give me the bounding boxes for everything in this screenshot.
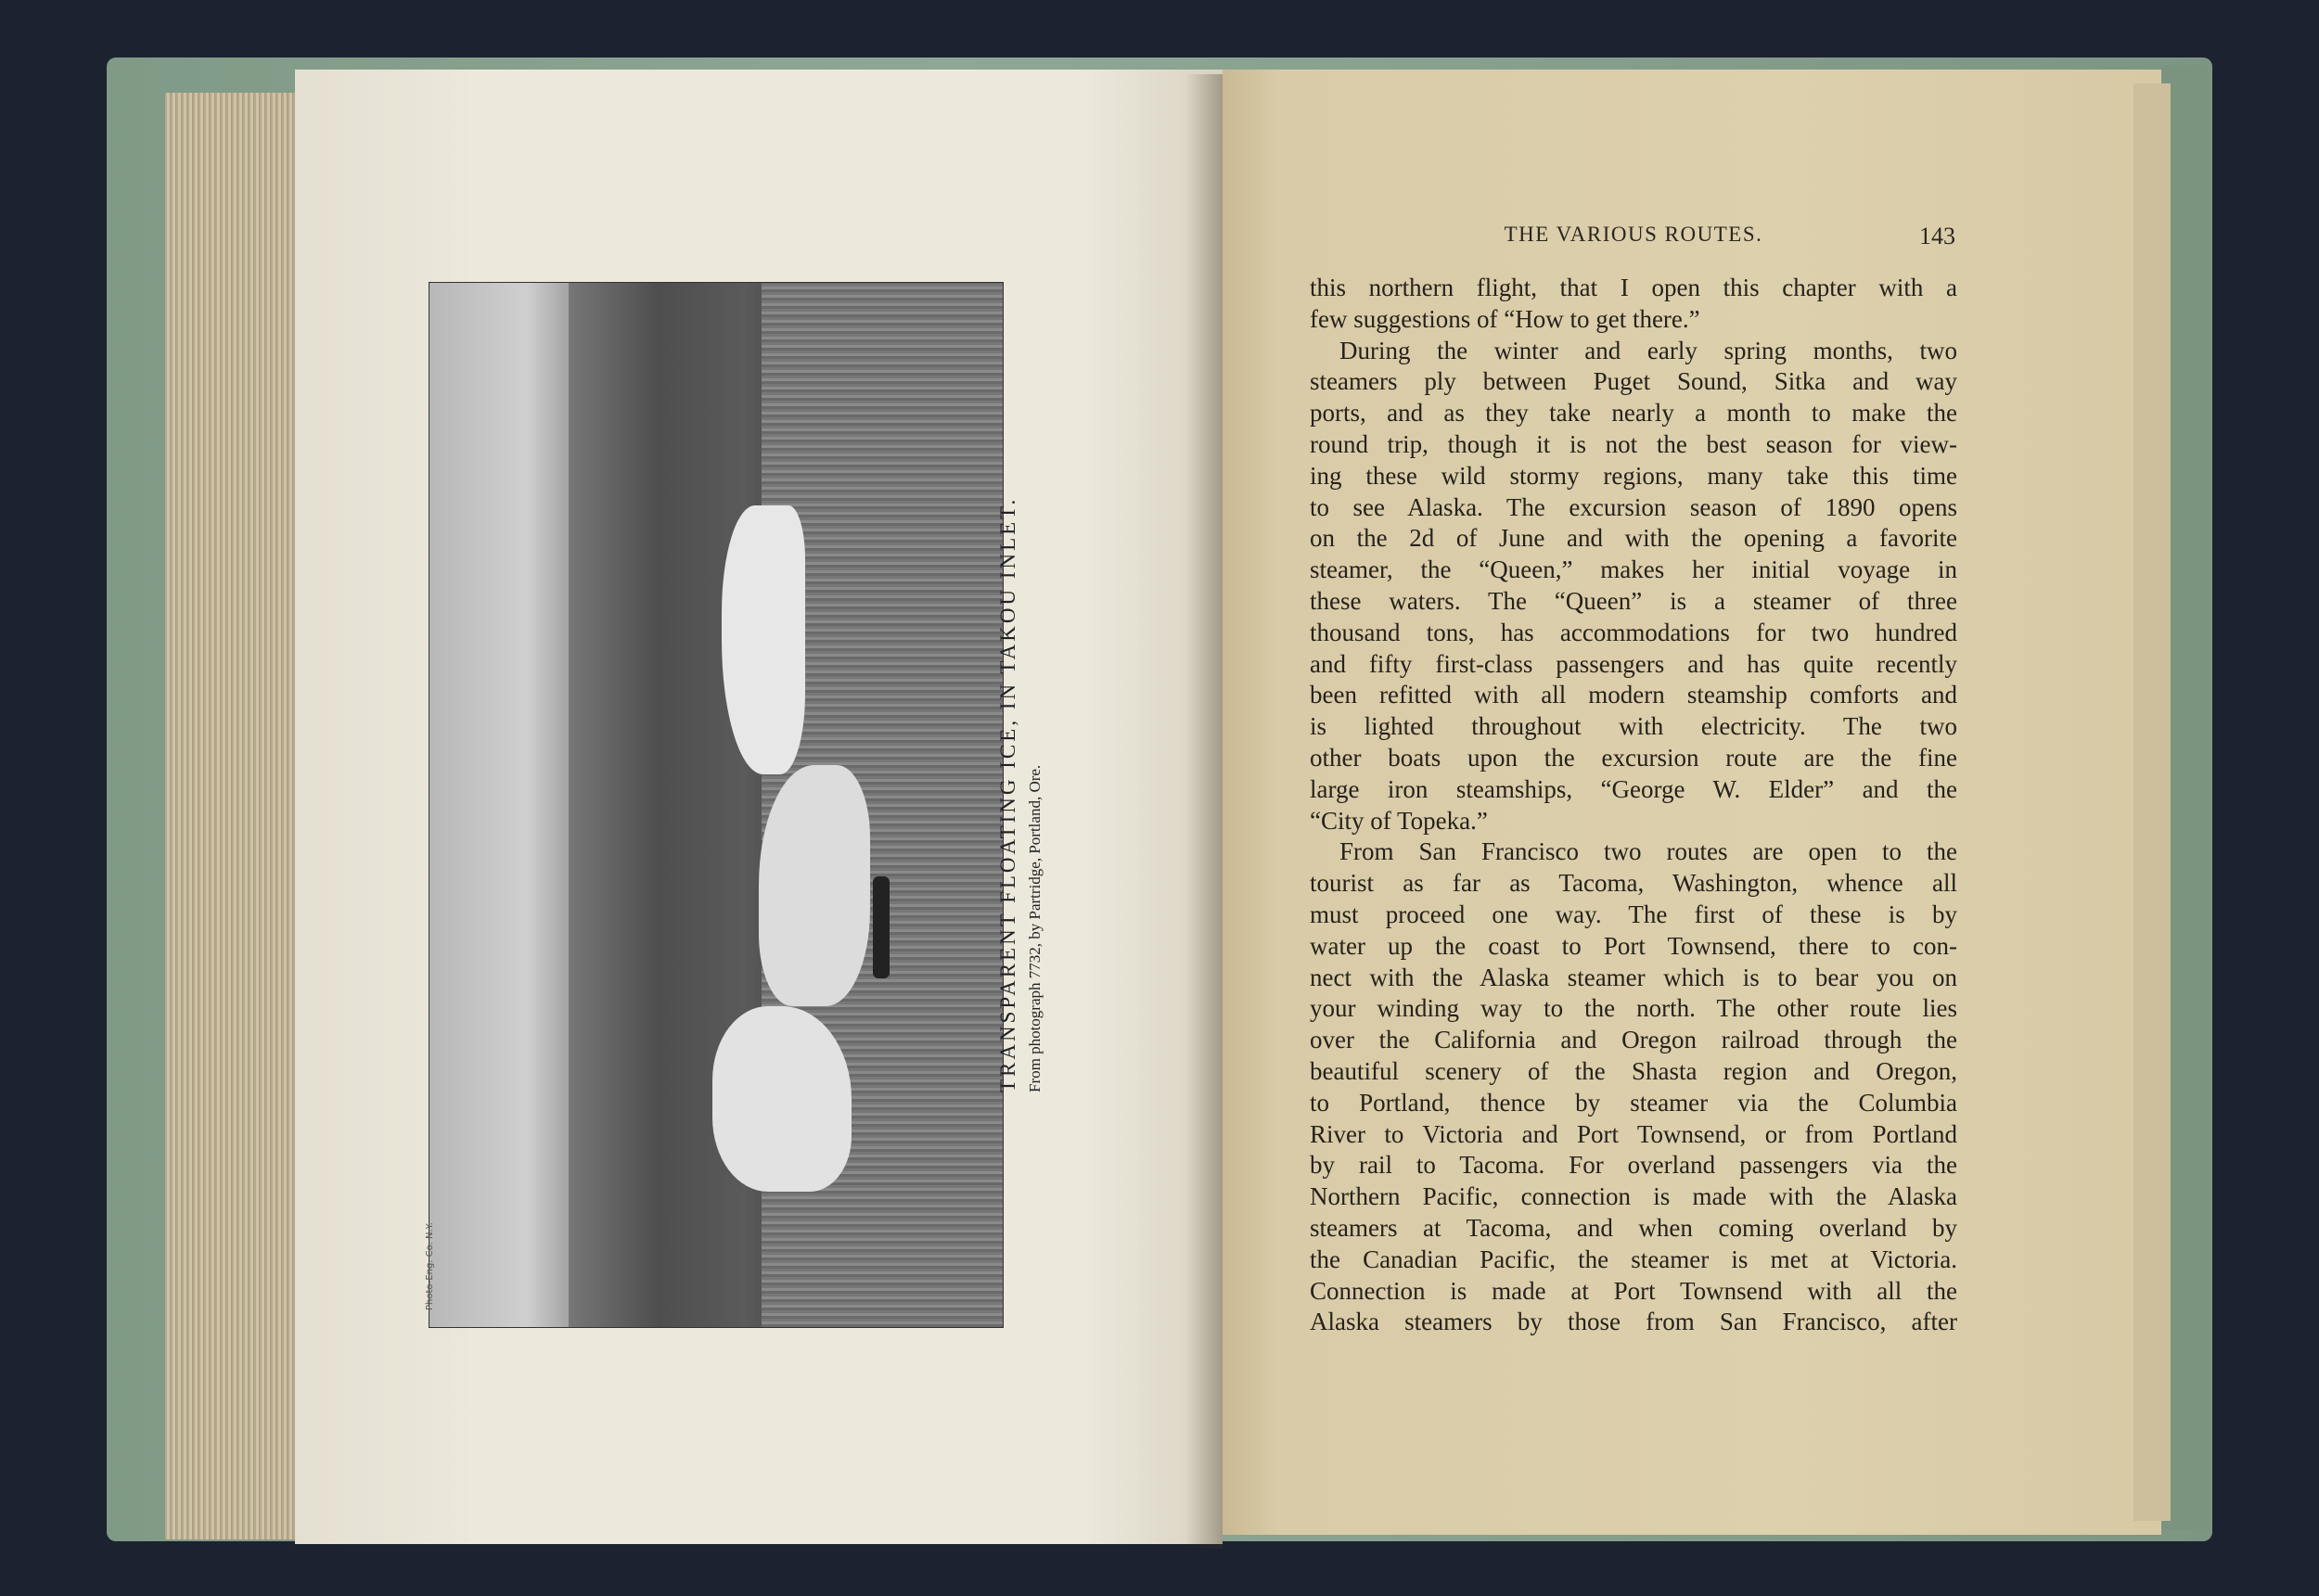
plate-ice [712,1006,852,1192]
text-line: ports, and as they take nearly a month to make the [1310,399,1957,428]
plate-caption [996,497,1044,1092]
text-line: From San Francisco two routes are open to the [1339,837,1957,866]
text-line: few suggestions of “How to get there.” [1310,304,1700,333]
text-line: beautiful scenery of the Shasta region and Oregon, [1310,1056,1957,1085]
text-line: is lighted throughout with electricity. The two [1310,712,1957,741]
page-body-text [1310,273,1957,1338]
text-line: thousand tons, has accommodations for two hundred [1310,618,1957,646]
text-line: large iron steamships, “George W. Elder” and the [1310,774,1957,803]
text-line: Connection is made at Port Townsend with all the [1310,1276,1957,1305]
text-line: to Portland, thence by steamer via the Columbia [1310,1088,1957,1117]
text-line: been refitted with all modern steamship comforts and [1310,681,1957,709]
text-line: on the 2d of June and with the opening a favorite [1310,524,1957,553]
text-line: River to Victoria and Port Townsend, or from Portland [1310,1119,1957,1148]
running-head: THE VARIOUS ROUTES. [1504,223,1763,246]
text-line: by rail to Tacoma. For overland passengers via the [1310,1151,1957,1180]
text-line: other boats upon the excursion route are the fine [1310,743,1957,772]
text-line: steamers ply between Puget Sound, Sitka and way [1310,367,1957,396]
plate-ice [759,765,870,1006]
text-line: to see Alaska. The excursion season of 1890 opens [1310,492,1957,521]
text-line: nect with the Alaska steamer which is to bear you on [1310,963,1957,991]
plate-ice [722,505,805,774]
text-line: “City of Topeka.” [1310,806,1488,835]
text-line: tourist as far as Tacoma, Washington, whence all [1310,869,1957,898]
text-line: ing these wild stormy regions, many take this time [1310,461,1957,490]
text-line: your winding way to the north. The other route lies [1310,994,1957,1023]
page-stack-edge [165,93,295,1539]
text-line: steamers at Tacoma, and when coming overland by [1310,1213,1957,1242]
text-line: and fifty first-class passengers and has quite recently [1310,649,1957,678]
text-line: must proceed one way. The first of these is by [1310,900,1957,928]
text-line: water up the coast to Port Townsend, there to con- [1310,931,1957,960]
book-gutter [1185,74,1223,1549]
plate-engraver-credit: Photo-Eng. Co. N.Y. [425,1222,435,1310]
text-line: steamer, the “Queen,” makes her initial voyage in [1310,555,1957,584]
text-line: these waters. The “Queen” is a steamer of three [1310,586,1957,615]
right-page-edge [2133,83,2171,1521]
text-line: Northern Pacific, connection is made with the Alaska [1310,1182,1957,1211]
plate-caption-title: TRANSPARENT FLOATING ICE, IN TAKOU INLET. [996,496,1019,1092]
plate-caption-credit: From photograph 7732, by Partridge, Portland, Ore. [1026,764,1044,1092]
text-line: over the California and Oregon railroad through the [1310,1026,1957,1054]
text-line: this northern flight, that I open this chapter with a [1310,274,1957,301]
plate-boat [873,876,890,978]
photo-plate-floating-ice [425,282,1004,1328]
plate-sky [429,283,569,1327]
page-number: 143 [1919,223,1955,249]
text-line: During the winter and early spring months, two [1339,336,1957,364]
text-line: round trip, though it is not the best season for view- [1310,429,1957,458]
text-line: the Canadian Pacific, the steamer is met at Victoria. [1310,1245,1957,1273]
text-line: Alaska steamers by those from San Francisco, after [1310,1308,1957,1336]
